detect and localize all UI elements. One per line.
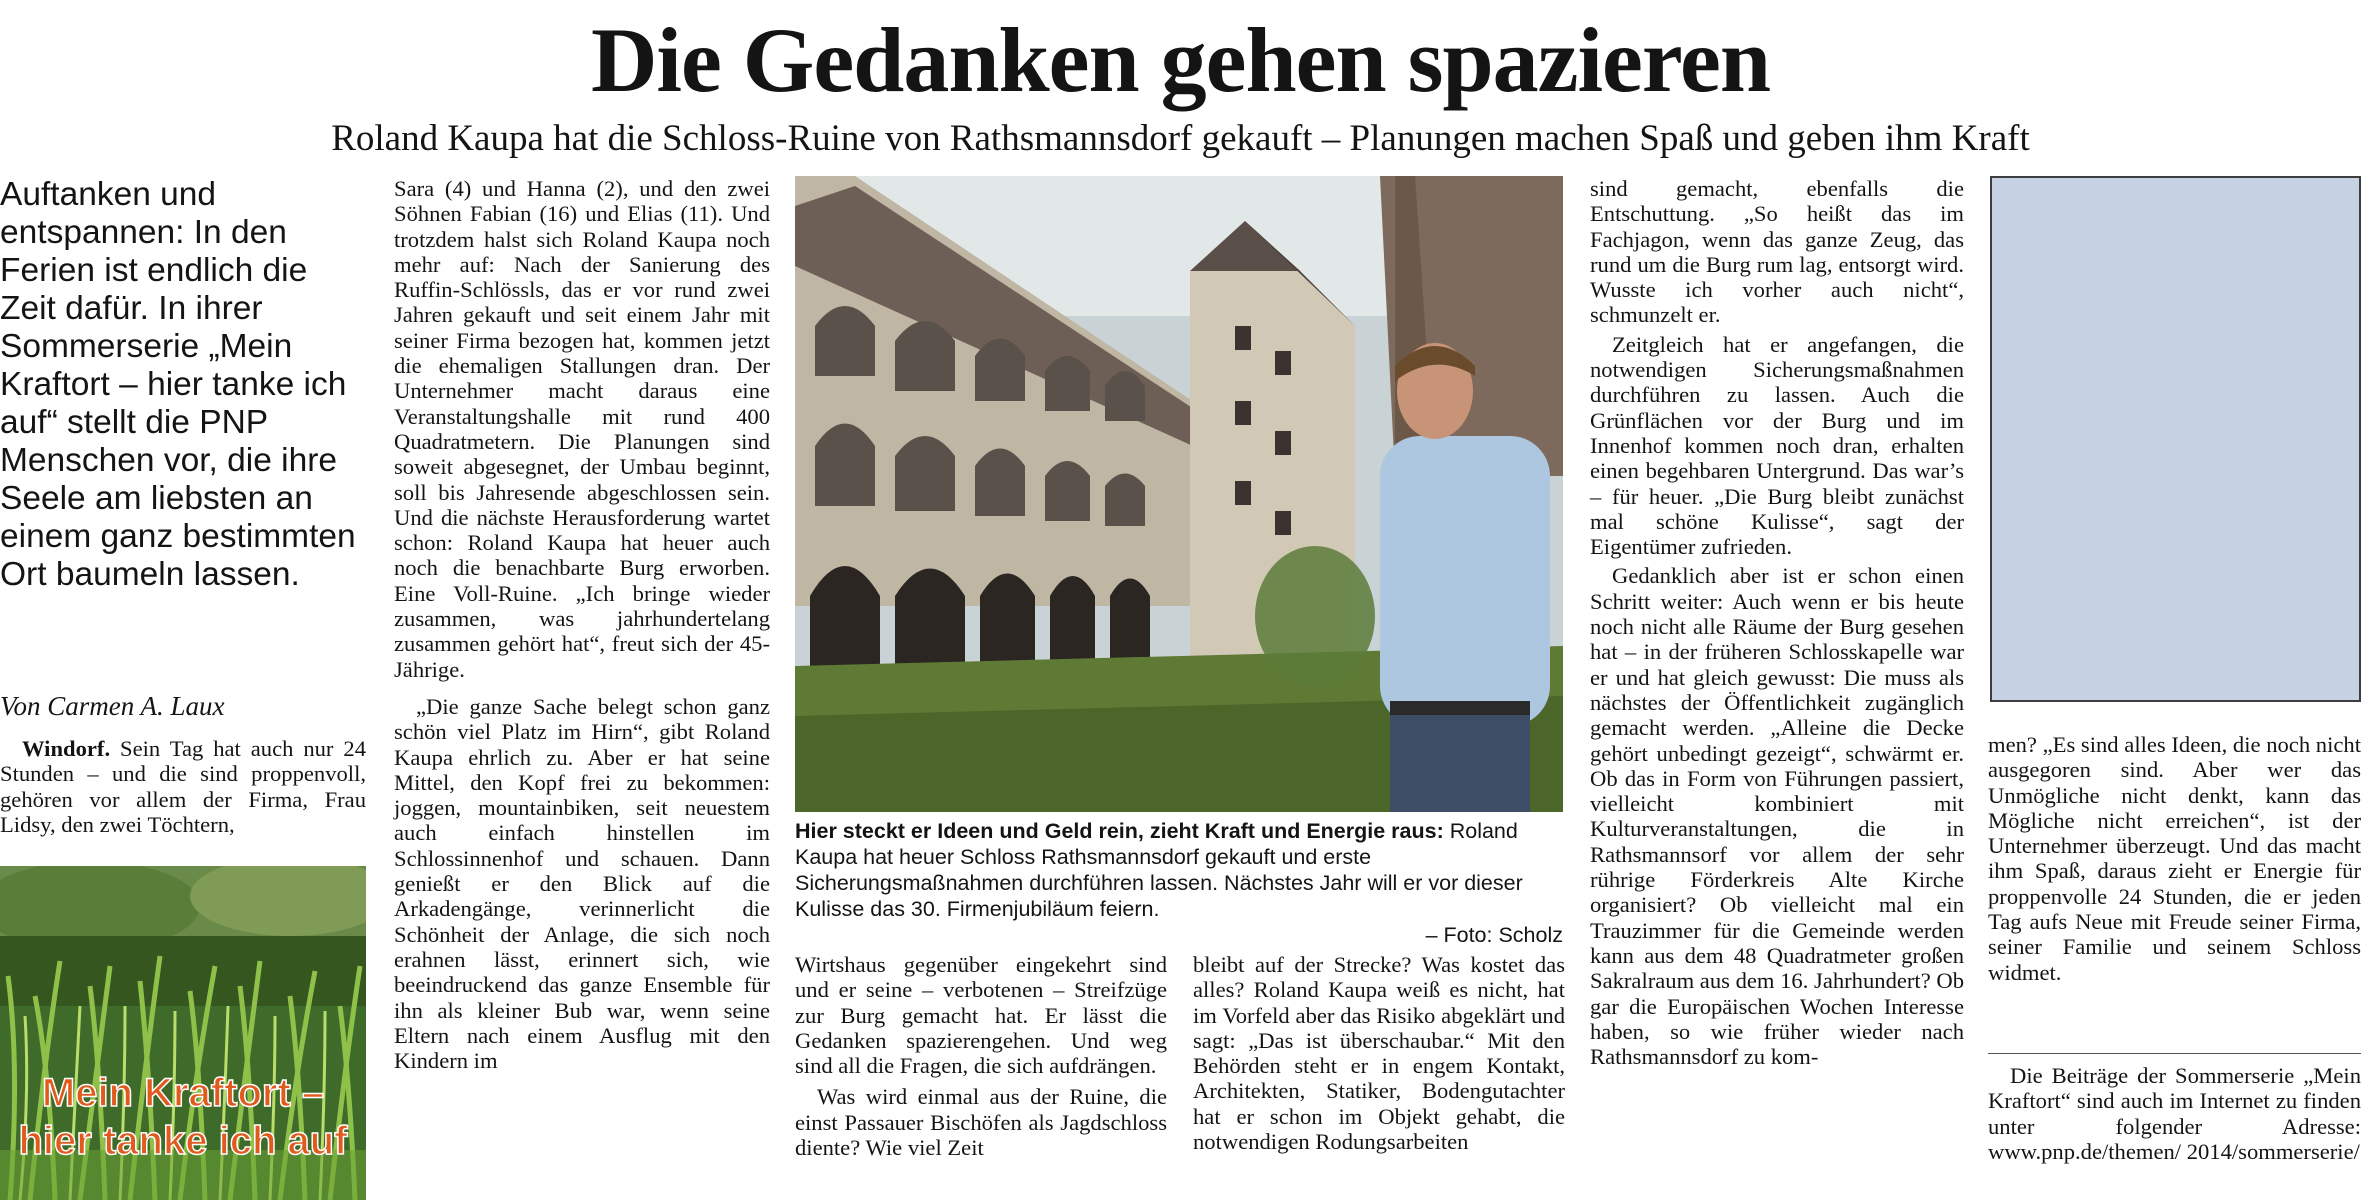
photo-caption xyxy=(795,818,1563,948)
column-paragraph: bleibt auf der Strecke? Was kostet das alles? Roland Kaupa weiß es nicht, hat im Vorfeld aber das Risiko abgeklärt und sagt: „Das ist überschaubar.“ Mit den Behörden steht er in engem Kontakt, Architekten, Statiker, Bodengutachter hat er schon im Objekt gehabt, die notwendigen Rodungsarbeiten xyxy=(1193,952,1565,1155)
logo-line-2: hier tanke ich auf xyxy=(18,1119,348,1163)
divider-rule xyxy=(1988,1053,2361,1054)
article-column-1 xyxy=(0,736,366,837)
byline: Von Carmen A. Laux xyxy=(0,691,225,721)
logo-line-1: Mein Kraftort – xyxy=(41,1071,325,1115)
ad-placeholder xyxy=(1990,176,2361,702)
caption-lead: Hier steckt er Ideen und Geld rein, zieht Kraft und Energie raus: xyxy=(795,819,1444,843)
article-column-2 xyxy=(394,176,770,1073)
photo-credit: – Foto: Scholz xyxy=(1425,923,1563,947)
series-logo-image xyxy=(0,866,366,1200)
intro-text: Auftanken und entspannen: In den Ferien ist endlich die Zeit dafür. In ihrer Sommerserie „Mein Kraftort – hier tanke ich auf“ stellt die PNP Menschen vor, die ihre Seele am liebsten an einem ganz bestimmten Ort baumeln lassen. xyxy=(0,176,356,593)
series-logo xyxy=(0,866,366,1200)
intro-box xyxy=(0,176,360,594)
column-paragraph: Sara (4) und Hanna (2), und den zwei Söhnen Fabian (16) und Elias (11). Und trotzdem halst sich Roland Kaupa noch mehr auf: Nach der Sanierung des Ruffin-Schlössls, das er vor rund zwei Jahren gekauft und seit einem Jahr mit seiner Firma bezogen hat, kommen jetzt die ehemaligen Stallungen dran. Der Unternehmer macht daraus eine Veranstaltungshalle mit rund 400 Quadratmetern. Die Planungen sind soweit abgesegnet, der Umbau beginnt, soll bis Jahresende abgeschlossen sein. Und die nächste Herausforderung wartet schon: Roland Kaupa hat heuer auch noch die benachbarte Burg erworben. Eine Voll-Ruine. „Ich bringe wieder zusammen, was jahrhundertelang zusammen gehört hat“, freut sich der 45-Jährige. xyxy=(394,176,770,682)
article-column-3 xyxy=(795,952,1167,1160)
article-column-4 xyxy=(1193,952,1565,1154)
column-paragraph: Wirtshaus gegenüber eingekehrt sind und er seine – verbotenen – Streifzüge zur Burg gemacht hat. Er lässt die Gedanken spazierengehen. Und weg sind all die Fragen, die sich aufdrängen. xyxy=(795,952,1167,1079)
dateline: Windorf. xyxy=(22,736,111,761)
article-headline: Die Gedanken gehen spazieren xyxy=(590,9,1771,111)
column-paragraph: Was wird einmal aus der Ruine, die einst Passauer Bischöfen als Jagdschloss diente? Wie viel Zeit xyxy=(795,1084,1167,1161)
column-paragraph: „Die ganze Sache belegt schon ganz schön viel Platz im Hirn“, gibt Roland Kaupa ehrlich zu. Aber er hat seine Mittel, den Kopf frei zu bekommen: joggen, mountainbiken, seit neuestem auch einfach hinstellen im Schlossinnenhof und schauen. Dann genießt er den Blick auf die Arkadengänge, verinnerlicht die Schönheit der Anlage, die sich noch erahnen lässt, erinnert sich, wie beeindruckend das ganze Ensemble für ihn als kleiner Bub war, wenn seine Eltern nach einem Ausflug mit den Kindern im xyxy=(394,693,770,1074)
column-paragraph: Gedanklich aber ist er schon einen Schritt weiter: Auch wenn er bis heute noch nicht alle Räume der Burg gesehen hat – in der früheren Schlosskapelle war er und hat gleich gewusst: Die muss als nächstes der Öffentlichkeit zugänglich gemacht werden. „Alleine die Decke gehört unbedingt gezeigt“, schwärmt er. Ob das in Form von Führungen passiert, vielleicht kombiniert mit Kulturveranstaltungen, die in Rathsmannsorf vor allem der sehr rührige Förderkreis Alte Kirche organisiert? Ob vielleicht mal ein Trauzimmer für die Gemeinde werden kann aus dem 48 Quadratmeter großen Sakralraum aus dem 16. Jahrhundert? Ob gar die Europäischen Wochen Interesse haben, so wie früher wieder nach Rathsmannsdorf zu kom- xyxy=(1590,563,1964,1070)
castle-photo xyxy=(795,176,1563,812)
castle-photo-image xyxy=(795,176,1563,812)
article-subheadline: Roland Kaupa hat die Schloss-Ruine von Rathsmannsdorf gekauft – Planungen machen Spaß und geben ihm Kraft xyxy=(331,118,2030,159)
column-paragraph: sind gemacht, ebenfalls die Entschuttung. „So heißt das im Fachjagon, wenn das ganze Zeug, das rund um die Burg rum lag, entsorgt wird. Wusste ich vorher auch nicht“, schmunzelt er. xyxy=(1590,176,1964,328)
column-paragraph: men? „Es sind alles Ideen, die noch nicht ausgegoren sind. Aber wer das Unmögliche nicht denkt, kann das Mögliche nicht erreichen“, ist der Unternehmer überzeugt. Und das macht ihm Spaß, daraus zieht er Energie für proppenvolle 24 Stunden, die er jeden Tag aufs Neue mit Freude seiner Firma, seiner Familie und seinem Schloss widmet. xyxy=(1988,732,2361,985)
caption-text: Roland Kaupa hat heuer Schloss Rathsmannsdorf gekauft und erste Sicherungsmaßnahmen durchführen lassen. Nächstes Jahr will er vor dieser Kulisse das 30. Firmenjubiläum feiern. xyxy=(795,819,1523,921)
column-paragraph: Zeitgleich hat er angefangen, die notwendigen Sicherungsmaßnahmen durchführen zu lassen. Auch die Grünflächen vor der Burg und im Innenhof kommen noch dran, erhalten einen begehbaren Untergrund. Das war’s – für heuer. „Die Burg bleibt zunächst mal schöne Kulisse“, sagt der Eigentümer zufrieden. xyxy=(1590,331,1964,560)
article-column-5 xyxy=(1590,176,1964,1069)
series-note xyxy=(1988,1063,2361,1164)
article-column-6 xyxy=(1988,732,2361,985)
column-text: Sein Tag hat auch nur 24 Stunden – und die sind proppenvoll, gehören vor allem der Firma, Frau Lidsy, den zwei Töchtern, xyxy=(0,736,366,837)
series-note-text: Die Beiträge der Sommerserie „Mein Kraftort“ sind auch im Internet zu finden unter folgender Adresse: www.pnp.de/themen/ 2014/sommerserie/ xyxy=(1988,1063,2361,1164)
